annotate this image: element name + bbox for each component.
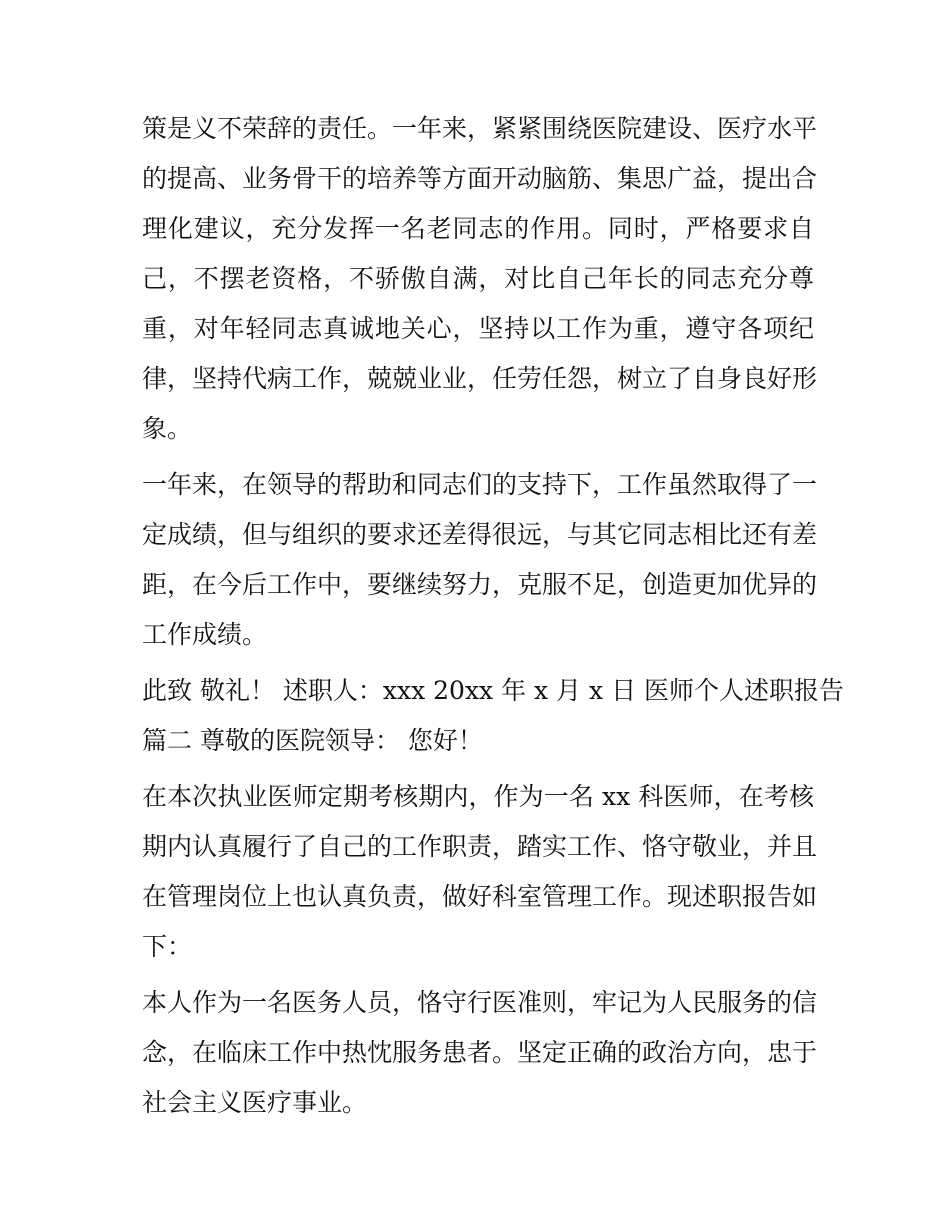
text-line: 距，在今后工作中，要继续努力，克服不足，创造更加优异的 [142, 570, 818, 599]
text-line: 此致 敬礼！ 述职人：xxx 20xx 年 x 月 x 日 医师个人述职报告 [142, 676, 845, 705]
text-line: 篇二 尊敬的医院领导： 您好！ [142, 726, 483, 755]
paragraph-responsibility [142, 104, 818, 454]
text-line: 定成绩，但与组织的要求还差得很远，与其它同志相比还有差 [142, 520, 818, 549]
text-line: 的提高、业务骨干的培养等方面开动脑筋、集思广益，提出合 [142, 164, 818, 193]
text-line: 念，在临床工作中热忱服务患者。坚定正确的政治方向，忠于 [142, 1038, 818, 1067]
text-line: 在管理岗位上也认真负责，做好科室管理工作。现述职报告如 [142, 882, 818, 911]
text-line: 工作成绩。 [142, 620, 268, 649]
text-line: 本人作为一名医务人员，恪守行医准则，牢记为人民服务的信 [142, 988, 818, 1017]
text-line: 社会主义医疗事业。 [142, 1088, 368, 1117]
paragraph-assessment [142, 772, 818, 972]
text-line: 期内认真履行了自己的工作职责，踏实工作、恪守敬业，并且 [142, 832, 818, 861]
paragraph-achievements [142, 460, 818, 660]
text-line: 在本次执业医师定期考核期内，作为一名 xx 科医师，在考核 [142, 782, 814, 811]
text-line: 一年来，在领导的帮助和同志们的支持下，工作虽然取得了一 [142, 470, 818, 499]
paragraph-closing [142, 666, 845, 766]
text-line: 下： [142, 932, 193, 961]
document-body [142, 104, 845, 1134]
paragraph-principles [142, 978, 818, 1128]
text-line: 理化建议，充分发挥一名老同志的作用。同时，严格要求自 [142, 214, 814, 243]
text-line: 策是义不荣辞的责任。一年来，紧紧围绕医院建设、医疗水平 [142, 114, 818, 143]
text-line: 象。 [142, 414, 193, 443]
text-line: 律，坚持代病工作，兢兢业业，任劳任怨，树立了自身良好形 [142, 364, 818, 393]
text-line: 己，不摆老资格，不骄傲自满，对比自己年长的同志充分尊 [142, 264, 814, 293]
text-line: 重，对年轻同志真诚地关心，坚持以工作为重，遵守各项纪 [142, 314, 814, 343]
